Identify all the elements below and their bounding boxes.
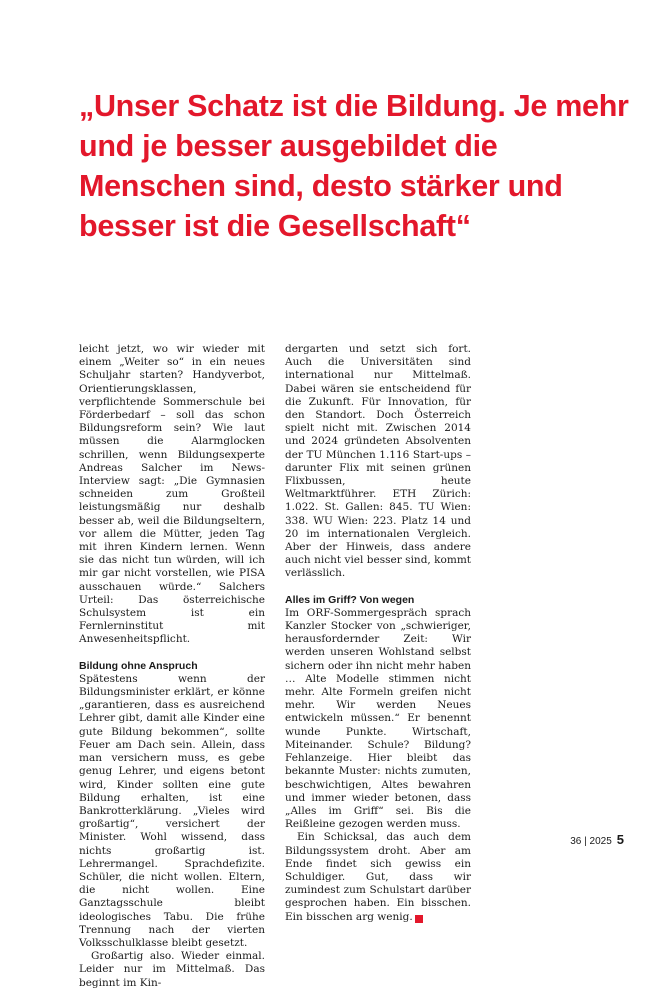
body-paragraph: Großartig also. Wieder einmal. Leider nur im Mittelmaß. Das beginnt im Kin- bbox=[79, 950, 265, 989]
body-paragraph: Im ORF-Sommergespräch sprach Kanzler Stocker von „schwieriger, herausfordernder Zeit: Wir werden unseren Wohlstand selbst sichern oder ihn nicht mehr haben … Alte Modelle stimmen nicht mehr. Alte Formeln greifen nicht mehr. Wir werden Neues entwickeln müssen.“ Er benennt wunde Punkte. Wirtschaft, Miteinander. Schule? Bildung? Fehlanzeige. Hier bleibt das bekannte Muster: nichts zumuten, beschwichtigen, Altes bewahren und immer wieder betonen, dass „Alles im Griff“ sei. Bis die Reißleine gezogen werden muss. bbox=[285, 606, 471, 831]
body-paragraph bbox=[285, 831, 471, 923]
issue-number: 36 | 2025 bbox=[570, 836, 612, 847]
closing-text: Ein Schicksal, das auch dem Bildungssystem droht. Aber am Ende findet sich gewiss ein Schuldiger. Gut, dass wir zumindest zum Schulstart darüber gesprochen haben. Ein bisschen. Ein bisschen arg wenig. bbox=[285, 831, 471, 923]
body-paragraph: leicht jetzt, wo wir wieder mit einem „Weiter so“ in ein neues Schuljahr starten? Handyverbot, Orientierungsklassen, verpflichtende Sommerschule bei Förderbedarf – soll das schon Bildungsreform sein? Wie laut müssen die Alarmglocken schrillen, wenn Bildungsexperte Andreas Salcher im News-Interview sagt: „Die Gymnasien schneiden zum Großteil leistungsmäßig nur deshalb besser ab, weil die Bildungseltern, vor allem die Mütter, jeden Tag mit ihren Kindern lernen. Wenn sie das nicht tun würden, will ich mir gar nicht vorstellen, wie PISA ausschauen würde.“ Salchers Urteil: Das österreichische Schulsystem ist ein Fernlerninstitut mit Anwesenheitspflicht. bbox=[79, 343, 265, 646]
body-paragraph: dergarten und setzt sich fort. Auch die Universitäten sind international nur Mittelmaß. Dabei wären sie entscheidend für die Zukunft. Für Innovation, für den Standort. Doch Österreich spielt nicht mit. Zwischen 2014 und 2024 gründeten Absolventen der TU München 1.116 Start-ups – darunter Flix mit seinen grünen Flixbussen, heute Weltmarktführer. ETH Zürich: 1.022. St. Gallen: 845. TU Wien: 338. WU Wien: 223. Platz 14 und 20 im internationalen Vergleich. Aber der Hinweis, dass andere auch nicht viel besser sind, kommt verlässlich. bbox=[285, 343, 471, 580]
headline-line: Menschen sind, desto stärker und bbox=[79, 169, 563, 203]
subheading: Bildung ohne Anspruch bbox=[79, 659, 198, 672]
page-number: 5 bbox=[616, 832, 624, 847]
headline bbox=[79, 86, 639, 246]
page-footer bbox=[570, 831, 624, 849]
article-column-left bbox=[79, 343, 265, 990]
headline-line: besser ist die Gesellschaft“ bbox=[79, 209, 471, 243]
end-mark-icon: N bbox=[415, 915, 423, 923]
article-column-right bbox=[285, 343, 471, 924]
headline-line: „Unser Schatz ist die Bildung. Je mehr bbox=[79, 89, 629, 123]
subheading: Alles im Griff? Von wegen bbox=[285, 593, 415, 606]
body-paragraph: Spätestens wenn der Bildungsminister erklärt, er könne „garantieren, dass es ausreichend Lehrer gibt, damit alle Kinder eine gute Bildung bekommen“, sollte Feuer am Dach sein. Allein, dass man versichern muss, es gebe genug Lehrer, und eigens betont wird, Kinder sollten eine gute Bildung erhalten, ist eine Bankrotterklärung. „Vieles wird großartig“, versichert der Minister. Wohl wissend, dass nichts großartig ist. Lehrermangel. Sprachdefizite. Schüler, die nicht wollen. Eltern, die nicht wollen. Eine Ganztagsschule bleibt ideologisches Tabu. Die frühe Trennung nach der vierten Volksschulklasse bleibt gesetzt. bbox=[79, 672, 265, 949]
headline-line: und je besser ausgebildet die bbox=[79, 129, 498, 163]
